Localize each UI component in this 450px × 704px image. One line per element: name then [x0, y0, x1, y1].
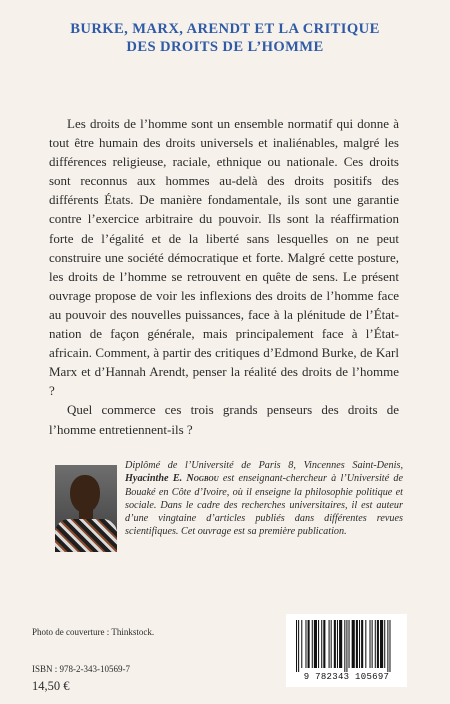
- author-bio: [125, 459, 403, 539]
- book-title-line-2: DES DROITS DE L’HOMME: [126, 39, 324, 55]
- author-name-first: Hyacinthe E. N: [125, 473, 194, 485]
- barcode-bar: [308, 620, 310, 668]
- barcode-bar: [331, 620, 332, 668]
- barcode-bar: [314, 620, 317, 668]
- barcode-bar: [334, 620, 336, 668]
- barcode-bar: [377, 620, 379, 668]
- barcode-bar: [359, 620, 360, 668]
- author-section: [55, 459, 403, 559]
- barcode-bar: [329, 620, 330, 668]
- barcode-bar: [346, 620, 347, 672]
- back-cover-summary: [49, 114, 399, 439]
- barcode-bar: [318, 620, 319, 668]
- barcode-bar: [356, 620, 358, 668]
- summary-paragraph-1: Les droits de l’homme sont un ensemble normatif qui donne à tout être humain des droits universels et inaliénables, malgré les différences religieuse, raciale, ethnique ou nationale. Ces droits sont reconnus aux hommes au-delà des droits positifs des différents États. De manière fondamentale, ils sont une garantie contre l’exercice arbitraire du pouvoir. Ils sont la réaffirmation forte de l’égalité et de la liberté sans lesquelles on ne peut construire une société démocratique et forte. Malgré cette posture, les droits de l’homme se retrouvent en quête de sens. Le présent ouvrage propose de voir les inflexions des droits de l’homme face au pouvoir des nouvelles puissances, face à la plénitude de l’État-nation de façon générale, mais principalement face à l’État-africain. Comment, à partir des critiques d’Edmond Burke, de Karl Marx et d’Hannah Arendt, penser la réalité des droits de l’homme ?: [49, 116, 399, 399]
- barcode-bar: [344, 620, 345, 672]
- author-head-shape: [70, 475, 100, 513]
- isbn-text: ISBN : 978-2-343-10569-7: [32, 664, 130, 674]
- barcode-bar: [352, 620, 355, 668]
- barcode-bar: [321, 620, 322, 668]
- barcode-digits: 9 782343 105697: [303, 672, 390, 682]
- barcode-bar: [298, 620, 299, 672]
- author-photo: [55, 465, 117, 552]
- book-title-line-1: BURKE, MARX, ARENDT ET LA CRITIQUE: [70, 21, 380, 37]
- barcode-bar: [312, 620, 313, 668]
- barcode-bar: [380, 620, 383, 668]
- barcode-bar: [339, 620, 342, 668]
- author-name: [125, 473, 219, 484]
- barcode-bar: [305, 620, 306, 668]
- author-shirt-shape: [55, 519, 117, 552]
- barcode-bar: [387, 620, 388, 672]
- barcode-bar: [301, 620, 302, 668]
- barcode-bar: [323, 620, 325, 668]
- barcode-bar: [296, 620, 297, 672]
- author-bio-rest: est enseignant-chercheur à l’Université de Bouaké en Côte d’Ivoire, où il enseigne la philosophie politique et sociale. Dans le cadre des recherches universitaires, il est auteur d’une vingtaine d’articles publiés dans différentes revues scientifiques. Cet ouvrage est sa première publication.: [125, 473, 403, 538]
- price: 14,50 €: [32, 679, 70, 693]
- barcode-bar: [370, 620, 371, 668]
- barcode-bar: [389, 620, 390, 672]
- barcode-bar: [375, 620, 376, 668]
- book-title: [20, 20, 430, 56]
- barcode-bar: [365, 620, 366, 668]
- barcode-bars: [292, 620, 401, 672]
- barcode-bar: [361, 620, 363, 668]
- author-bio-intro: Diplômé de l’Université de Paris 8, Vincennes Saint-Denis,: [125, 460, 403, 471]
- barcode-bar: [349, 620, 350, 668]
- summary-paragraph-2: Quel commerce ces trois grands penseurs des droits de l’homme entretiennent-ils ?: [49, 402, 399, 437]
- barcode-bar: [384, 620, 385, 668]
- barcode-bar: [337, 620, 338, 668]
- barcode-bar: [372, 620, 373, 668]
- author-name-smallcaps: ogbou: [193, 473, 219, 485]
- barcode: [286, 614, 407, 687]
- photo-credit: Photo de couverture : Thinkstock.: [32, 627, 155, 637]
